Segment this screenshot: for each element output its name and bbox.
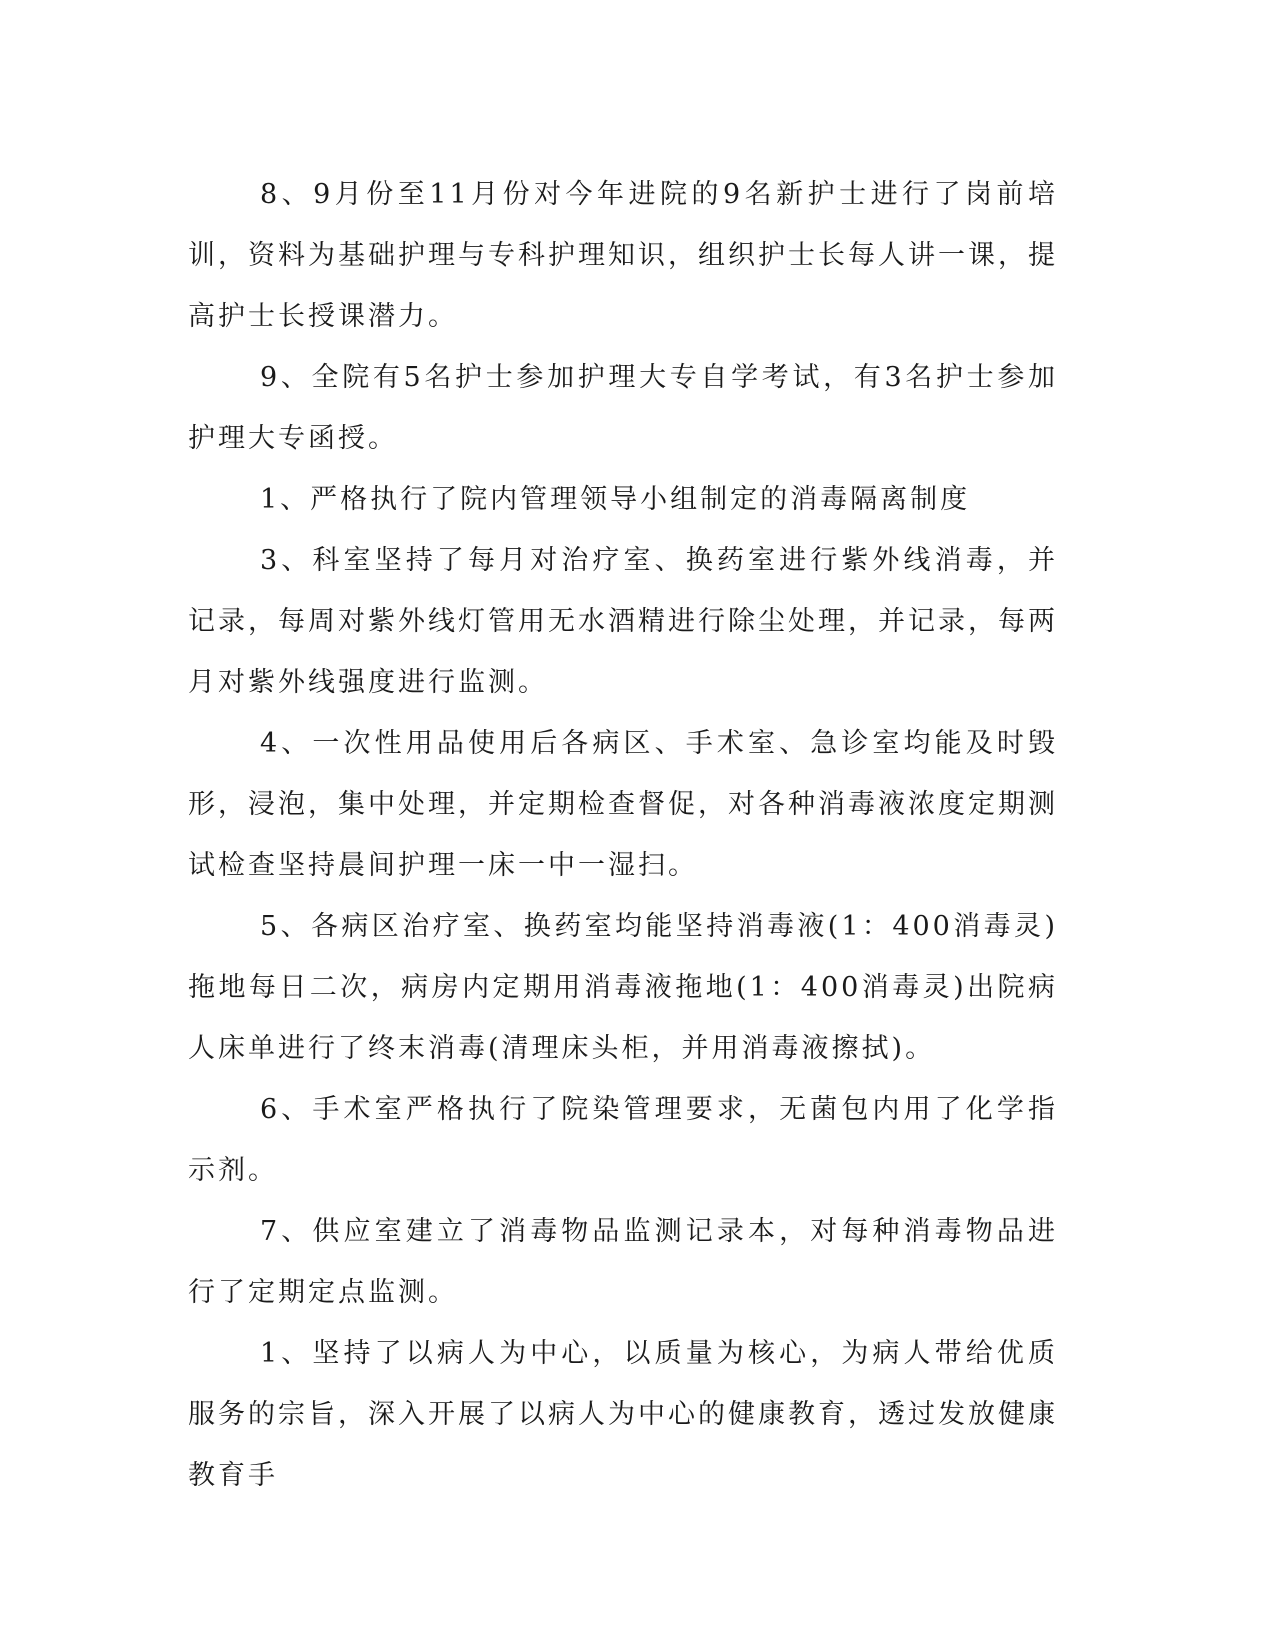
document-body — [188, 164, 1058, 1506]
paragraph-supply-room: 7、供应室建立了消毒物品监测记录本，对每种消毒物品进行了定期定点监测。 — [188, 1216, 1058, 1308]
paragraph-disposables: 4、一次性用品使用后各病区、手术室、急诊室均能及时毁形，浸泡，集中处理，并定期检查督促，对各种消毒液浓度定期测试检查坚持晨间护理一床一中一湿扫。 — [188, 728, 1058, 881]
paragraph-floor-mopping: 5、各病区治疗室、换药室均能坚持消毒液(1：400消毒灵)拖地每日二次，病房内定期用消毒液拖地(1：400消毒灵)出院病人床单进行了终末消毒(清理床头柜，并用消毒液擦拭)。 — [188, 911, 1058, 1064]
paragraph-operating-room: 6、手术室严格执行了院染管理要求，无菌包内用了化学指示剂。 — [188, 1094, 1058, 1186]
paragraph-new-nurse-training: 8、9月份至11月份对今年进院的9名新护士进行了岗前培训，资料为基础护理与专科护理知识，组织护士长每人讲一课，提高护士长授课潜力。 — [188, 179, 1058, 332]
paragraph-disinfection-policy: 1、严格执行了院内管理领导小组制定的消毒隔离制度 — [260, 484, 971, 515]
paragraph-patient-centered: 1、坚持了以病人为中心，以质量为核心，为病人带给优质服务的宗旨，深入开展了以病人为中心的健康教育，透过发放健康教育手 — [188, 1338, 1058, 1491]
paragraph-uv-disinfection: 3、科室坚持了每月对治疗室、换药室进行紫外线消毒，并记录，每周对紫外线灯管用无水酒精进行除尘处理，并记录，每两月对紫外线强度进行监测。 — [188, 545, 1058, 698]
paragraph-nurse-exams: 9、全院有5名护士参加护理大专自学考试，有3名护士参加护理大专函授。 — [188, 362, 1058, 454]
